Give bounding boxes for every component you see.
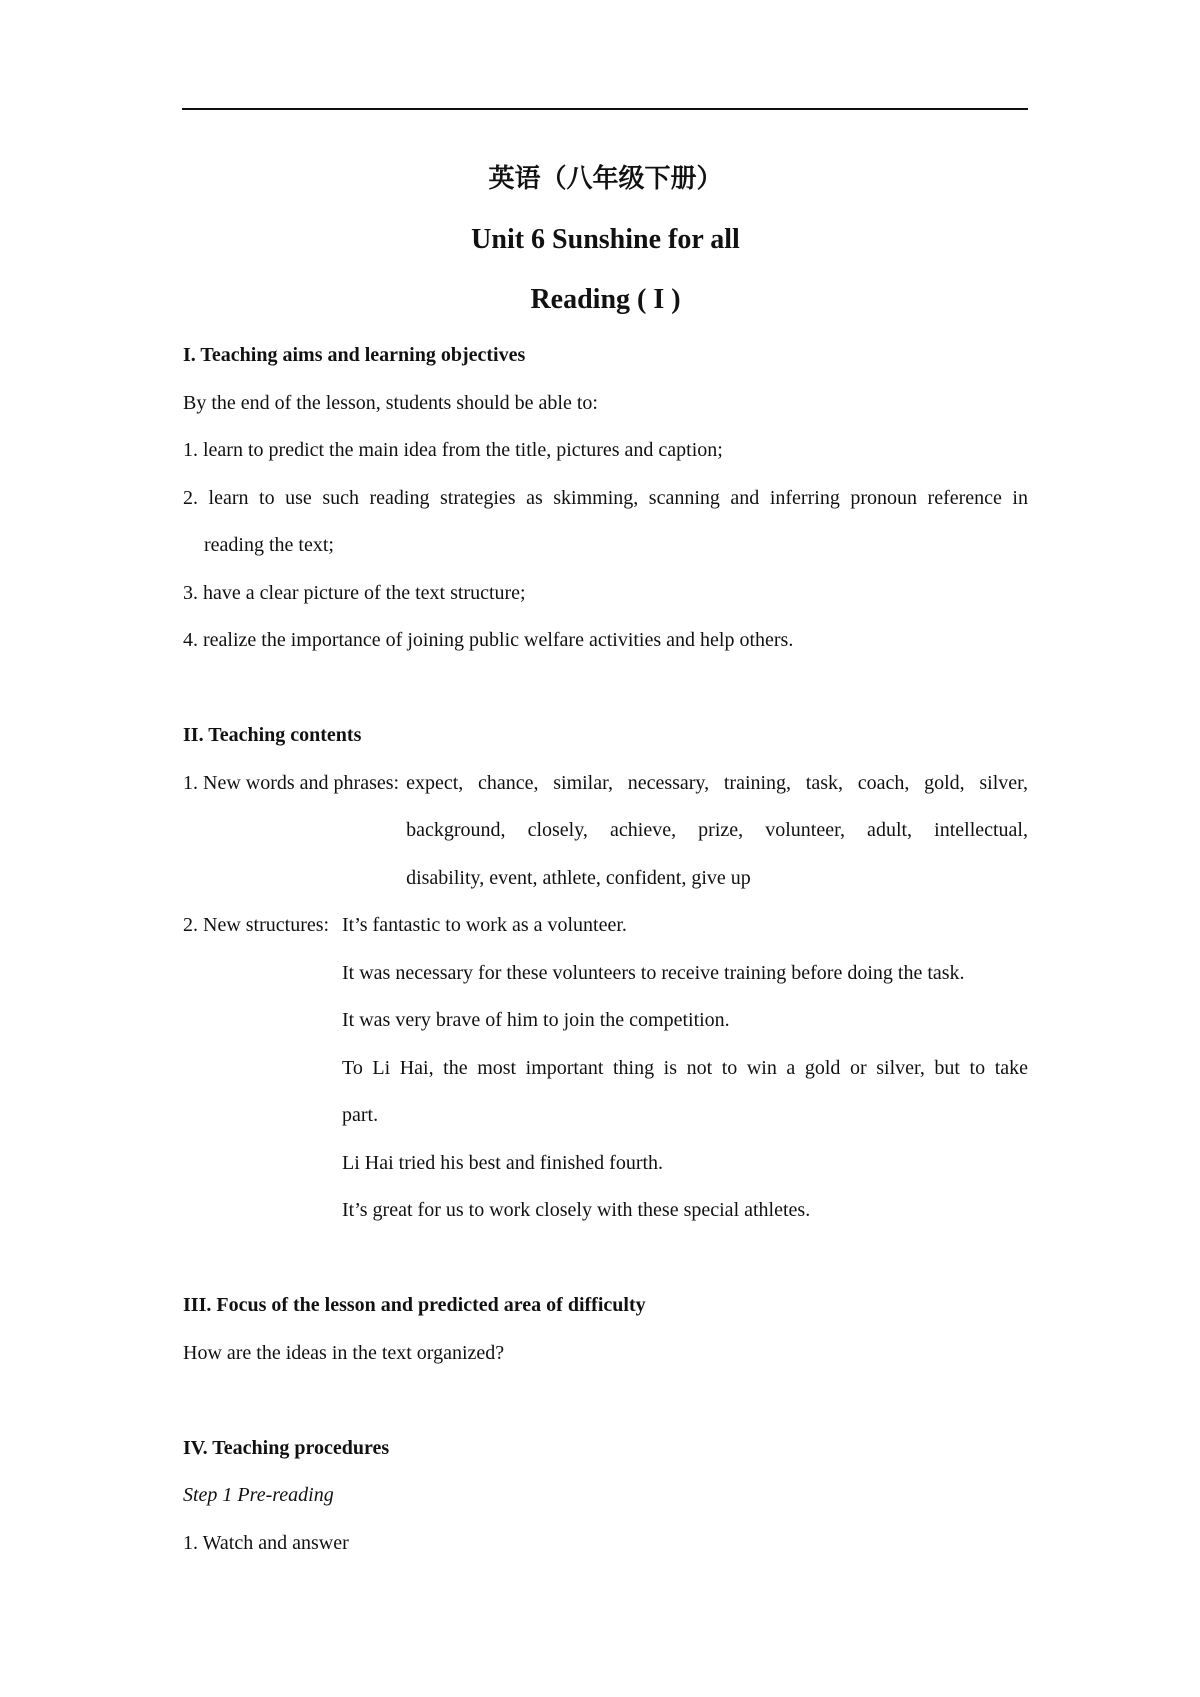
- new-words-line-1: expect, chance, similar, necessary, training, task, coach, gold, silver,: [406, 771, 1028, 794]
- objective-item-3: 3. have a clear picture of the text structure;: [183, 581, 526, 604]
- new-structures-block: [183, 902, 1028, 1235]
- structure-line-4: To Li Hai, the most important thing is not to win a gold or silver, but to take: [342, 1056, 1028, 1079]
- lesson-title: Reading ( I ): [530, 284, 681, 315]
- spacer: [183, 1377, 1028, 1425]
- section-3-heading: III. Focus of the lesson and predicted area of difficulty: [183, 1294, 646, 1316]
- section-1-intro: By the end of the lesson, students should be able to:: [183, 391, 598, 414]
- header-rule: [182, 108, 1028, 110]
- objective-item-4: 4. realize the importance of joining public welfare activities and help others.: [183, 629, 794, 651]
- document-content: [183, 150, 1028, 1567]
- new-words-line-3: disability, event, athlete, confident, give up: [406, 866, 751, 889]
- objective-item-2-continued: reading the text;: [204, 534, 334, 556]
- section-2-heading: II. Teaching contents: [183, 724, 362, 746]
- section-1-heading: I. Teaching aims and learning objectives: [183, 344, 526, 366]
- step-1-heading: Step 1 Pre-reading: [183, 1484, 334, 1506]
- spacer: [183, 1235, 1028, 1283]
- new-words-label: 1. New words and phrases:: [183, 771, 400, 794]
- spacer: [183, 665, 1028, 713]
- section-4-heading: IV. Teaching procedures: [183, 1436, 390, 1459]
- structure-line-5: Li Hai tried his best and finished fourth.: [342, 1151, 664, 1174]
- structure-line-2: It was necessary for these volunteers to receive training before doing the task.: [342, 961, 965, 984]
- objective-item-2: 2. learn to use such reading strategies as skimming, scanning and inferring pronoun reference in: [183, 486, 1028, 509]
- structure-line-3: It was very brave of him to join the competition.: [342, 1009, 730, 1031]
- step-1-item-1: 1. Watch and answer: [183, 1531, 349, 1554]
- structure-line-6: It’s great for us to work closely with these special athletes.: [342, 1199, 811, 1221]
- new-words-line-2: background, closely, achieve, prize, volunteer, adult, intellectual,: [406, 819, 1028, 841]
- book-title: 英语（八年级下册）: [488, 164, 723, 194]
- new-words-block: [183, 760, 1028, 903]
- structure-line-1: It’s fantastic to work as a volunteer.: [342, 914, 627, 936]
- new-structures-list: [342, 902, 1028, 1235]
- new-structures-label: 2. New structures:: [183, 914, 330, 936]
- section-3-text: How are the ideas in the text organized?: [183, 1341, 505, 1364]
- objective-item-1: 1. learn to predict the main idea from the title, pictures and caption;: [183, 439, 723, 461]
- unit-title: Unit 6 Sunshine for all: [471, 224, 740, 255]
- new-words-list: [399, 760, 1028, 903]
- structure-line-4-continued: part.: [342, 1104, 379, 1126]
